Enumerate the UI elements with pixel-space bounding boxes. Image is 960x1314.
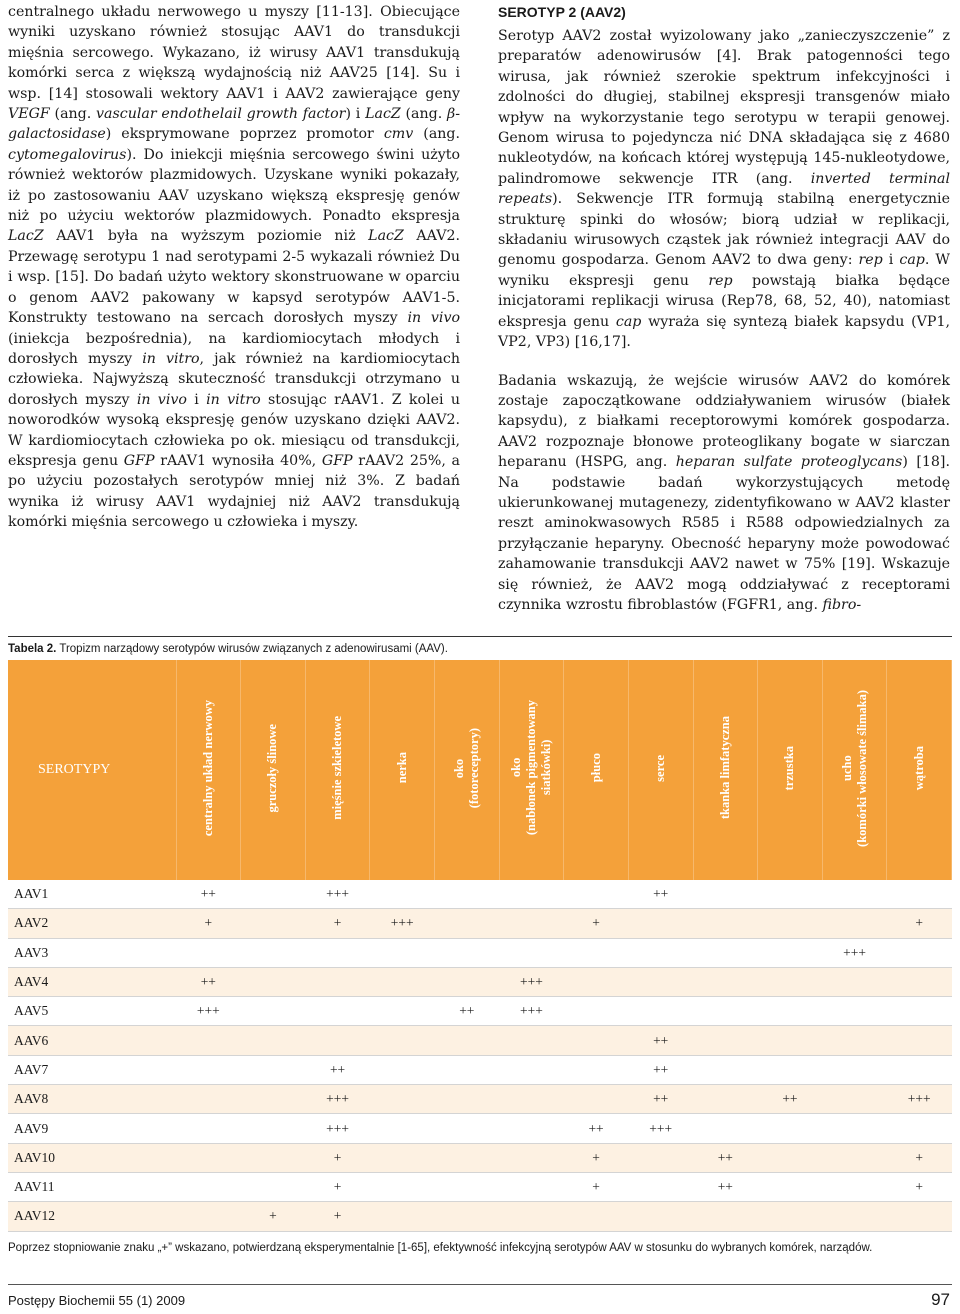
table-header-row <box>8 660 952 880</box>
tropism-cell: ++ <box>176 880 241 909</box>
italic-term: β-galactosidase <box>8 106 460 143</box>
tropism-cell: + <box>176 909 241 938</box>
tropism-cell <box>176 1055 241 1084</box>
tropism-cell <box>887 1026 952 1055</box>
table-row <box>8 997 952 1026</box>
header-column <box>887 660 952 880</box>
tropism-cell: +++ <box>822 938 887 967</box>
tropism-cell <box>887 880 952 909</box>
text-run: centralnego układu nerwowego u myszy [11-13]. Obiecujące wyniki uzyskano również stosując AAV1 do transdukcji mięśnia sercowego. Wykazano, iż wirusy AAV1 transdukują komórki serca z większą wydajnością niż AAV25 [14]. Su i wsp. [14] stosowali wektory AAV1 i AAV2 zawierające geny <box>8 4 460 102</box>
header-column-label: oko (fotoreceptory) <box>451 727 481 809</box>
tropism-cell: ++ <box>758 1085 823 1114</box>
text-run: ). Do iniekcji mięśnia sercowego świni użyto również wektorów plazmidowych. Uzyskane wyniki pokazały, iż po zastosowaniu AAV uzyskano większą ekspresję genów niż po użyciu wektorów plazmidowych. Ponadto ekspresja <box>8 146 460 225</box>
text-run: . W wyniku ekspresji genu <box>498 252 950 289</box>
italic-term: LacZ <box>8 228 44 245</box>
tropism-cell <box>693 880 758 909</box>
tropism-cell <box>887 1114 952 1143</box>
tropism-cell: +++ <box>499 967 564 996</box>
header-column <box>305 660 370 880</box>
tropism-cell <box>758 909 823 938</box>
tropism-cell <box>370 1055 435 1084</box>
text-run: AAV1 była na wyższym poziomie niż <box>43 228 369 245</box>
text-run: stosując rAAV1. Z kolei u noworodków wysoką ekspresję genów uzyskano dzięki AAV2. W kardiomiocytach człowieka po ok. miesiącu od transdukcji, ekspresja genu <box>8 391 460 469</box>
text-run: (ang. <box>49 106 97 123</box>
italic-term: in vivo <box>407 310 461 327</box>
tropism-cell: +++ <box>305 880 370 909</box>
text-run: ). Sekwencje ITR formują stabilną energetycznie strukturę spinki do włosów; biorą udział w replikacji, składaniu wirusowych cząstek jak również integracji AAV do genomu gospodarza. Genom AAV2 to dwa geny: <box>498 191 950 269</box>
tropism-cell <box>564 1085 629 1114</box>
italic-term: GFP <box>321 452 353 469</box>
header-column <box>176 660 241 880</box>
header-column <box>758 660 823 880</box>
right-paragraph-1 <box>498 26 950 353</box>
tropism-cell <box>499 1143 564 1172</box>
tropism-cell <box>370 1114 435 1143</box>
tropism-cell <box>241 909 306 938</box>
tropism-cell: + <box>305 1172 370 1201</box>
tropism-cell: ++ <box>564 1114 629 1143</box>
tropism-cell <box>176 1026 241 1055</box>
header-column <box>370 660 435 880</box>
italic-term: VEGF <box>8 106 50 123</box>
tropism-cell <box>693 938 758 967</box>
tropism-cell <box>499 938 564 967</box>
serotype-cell: AAV5 <box>8 997 176 1026</box>
italic-term: rep <box>708 272 733 289</box>
header-column <box>241 660 306 880</box>
tropism-cell <box>564 938 629 967</box>
serotype-cell: AAV1 <box>8 880 176 909</box>
tropism-cell <box>887 1055 952 1084</box>
tropism-cell <box>370 1085 435 1114</box>
tropism-cell <box>693 967 758 996</box>
tropism-cell <box>499 880 564 909</box>
tropism-cell <box>758 1114 823 1143</box>
footer-divider <box>8 1284 952 1285</box>
serotype-cell: AAV12 <box>8 1202 176 1231</box>
tropism-cell: + <box>305 1143 370 1172</box>
tropism-cell <box>435 1202 500 1231</box>
table-row <box>8 1114 952 1143</box>
tropism-cell <box>887 938 952 967</box>
serotype-cell: AAV9 <box>8 1114 176 1143</box>
tropism-cell: ++ <box>628 1085 693 1114</box>
header-column-label: wątroba <box>911 745 926 791</box>
header-column <box>564 660 629 880</box>
tropism-cell <box>887 1202 952 1231</box>
table-row <box>8 938 952 967</box>
table-body <box>8 880 952 1231</box>
serotype-cell: AAV10 <box>8 1143 176 1172</box>
serotype-cell: AAV2 <box>8 909 176 938</box>
tropism-cell: ++ <box>435 997 500 1026</box>
tropism-cell <box>435 1114 500 1143</box>
tropism-cell <box>241 1114 306 1143</box>
tropism-cell <box>822 1172 887 1201</box>
table-caption-text: Tropizm narządowy serotypów wirusów związanych z adenowirusami (AAV). <box>56 643 448 655</box>
tropism-cell <box>628 1202 693 1231</box>
text-run: , jak również na kardiomiocytach człowieka. Najwyższą skuteczność transdukcji otrzymano u dorosłych myszy <box>8 350 461 408</box>
tropism-cell <box>822 909 887 938</box>
serotype-cell: AAV8 <box>8 1085 176 1114</box>
tropism-cell: + <box>887 1172 952 1201</box>
table-row <box>8 1143 952 1172</box>
tropism-cell <box>435 1055 500 1084</box>
text-run: (iniekcja bezpośrednia), na kardiomiocytach młodych i dorosłych myszy <box>8 330 460 367</box>
tropism-cell <box>370 1026 435 1055</box>
tropism-cell <box>176 938 241 967</box>
tropism-cell: ++ <box>693 1172 758 1201</box>
header-column-label: ucho (komórki włosowate ślimaka) <box>839 689 869 847</box>
tropism-cell <box>758 1055 823 1084</box>
text-run: Badania wskazują, że wejście wirusów AAV2 do komórek zostaje zapoczątkowane oddziaływaniem wirusów (białek kapsydu), z białkami receptorowymi komórek gospodarza. AAV2 rozpoznaje błonowe proteoglikany bogate w siarczan heparanu (HSPG, ang. <box>498 372 950 471</box>
header-column <box>693 660 758 880</box>
tropism-cell <box>564 997 629 1026</box>
tropism-cell: +++ <box>305 1114 370 1143</box>
tropism-cell <box>435 967 500 996</box>
italic-term: in vivo <box>136 391 187 408</box>
section-heading: SEROTYP 2 (AAV2) <box>498 4 626 20</box>
header-column-label: nerka <box>394 752 409 784</box>
tropism-cell: + <box>564 1172 629 1201</box>
tropism-cell <box>822 1143 887 1172</box>
tropism-cell <box>758 1026 823 1055</box>
text-run: (ang. <box>413 126 461 143</box>
tropism-cell: ++ <box>176 967 241 996</box>
right-paragraph-2 <box>498 371 950 616</box>
italic-term: GFP <box>123 452 155 469</box>
footer-page-number: 97 <box>931 1290 950 1309</box>
tropism-cell <box>758 997 823 1026</box>
header-column-label: oko (nabłonek pigmentowany siatkówki) <box>508 700 553 836</box>
text-run: (ang. <box>400 106 447 123</box>
tropism-cell: + <box>564 909 629 938</box>
tropism-cell: + <box>564 1143 629 1172</box>
tropism-cell <box>822 880 887 909</box>
tropism-cell: ++ <box>628 1055 693 1084</box>
tropism-cell <box>822 1085 887 1114</box>
tropism-cell <box>758 880 823 909</box>
table-row <box>8 967 952 996</box>
text-run: i <box>186 391 207 408</box>
text-run: ) i <box>345 106 366 123</box>
tropism-cell <box>499 1055 564 1084</box>
tropism-cell <box>176 1143 241 1172</box>
left-paragraph-1 <box>8 2 460 533</box>
tropism-cell <box>435 938 500 967</box>
tropism-cell <box>693 909 758 938</box>
italic-term: cytomegalovirus <box>8 146 127 163</box>
tropism-cell <box>435 1143 500 1172</box>
table-row <box>8 1085 952 1114</box>
italic-term: fibro- <box>822 596 862 613</box>
italic-term: rep <box>858 252 883 269</box>
tropism-cell <box>822 1026 887 1055</box>
header-column <box>822 660 887 880</box>
tropism-cell <box>241 1085 306 1114</box>
table-row <box>8 880 952 909</box>
tropism-cell <box>176 1114 241 1143</box>
tropism-cell <box>435 1085 500 1114</box>
header-column <box>435 660 500 880</box>
italic-term: heparan sulfate proteoglycans <box>675 454 903 471</box>
tropism-cell: ++ <box>693 1143 758 1172</box>
tropism-cell: +++ <box>628 1114 693 1143</box>
tropism-cell <box>822 1114 887 1143</box>
tropism-cell <box>822 1055 887 1084</box>
tropism-cell: + <box>887 1143 952 1172</box>
italic-term: LacZ <box>365 106 401 123</box>
tropism-cell: ++ <box>628 1026 693 1055</box>
tropism-cell: ++ <box>628 880 693 909</box>
tropism-cell <box>241 938 306 967</box>
header-column-label: tkanka limfatyczna <box>717 716 732 820</box>
tropism-cell <box>499 909 564 938</box>
tropism-cell <box>370 1202 435 1231</box>
tropism-cell <box>241 997 306 1026</box>
tropism-cell <box>305 938 370 967</box>
text-run: rAAV2 25%, a po użyciu pozostałych serotypów mniej niż 3%. Z badań wynika iż wirusy AAV1 wydajniej niż AAV2 transdukują komórki mięśnia sercowego u człowieka i myszy. <box>8 452 461 531</box>
serotype-cell: AAV11 <box>8 1172 176 1201</box>
tropism-cell <box>758 1172 823 1201</box>
tropism-cell <box>887 997 952 1026</box>
tropism-cell <box>435 1172 500 1201</box>
tropism-cell <box>305 997 370 1026</box>
tropism-cell <box>499 1114 564 1143</box>
tropism-cell <box>693 997 758 1026</box>
tropism-cell <box>241 880 306 909</box>
header-column-label: płuco <box>588 753 603 783</box>
tropism-cell <box>693 1085 758 1114</box>
tropism-cell <box>241 1026 306 1055</box>
right-column <box>498 2 950 615</box>
tropism-cell <box>564 1202 629 1231</box>
italic-term: cap <box>899 252 925 269</box>
text-run: i <box>882 252 900 269</box>
header-column-label: mięśnie szkieletowe <box>330 716 345 820</box>
tropism-cell <box>370 967 435 996</box>
text-run: rAAV1 wynosiła 40%, <box>154 452 322 469</box>
tropism-cell <box>176 1085 241 1114</box>
tropism-cell <box>176 1172 241 1201</box>
tropism-cell <box>564 880 629 909</box>
tropism-cell: +++ <box>887 1085 952 1114</box>
tropism-cell <box>176 1202 241 1231</box>
text-run: AAV2. Przewagę serotypu 1 nad serotypami 2-5 wykazali również Du i wsp. [15]. Do badań użyto wektory skonstruowane w oparciu o genom AAV2 pakowany w kapsyd serotypów AAV1-5. Konstrukty testowano na sercach dorosłych myszy <box>8 228 460 327</box>
italic-term: cap <box>615 313 642 330</box>
table-note: Poprzez stopniowanie znaku „+” wskazano, potwierdzaną eksperymentalnie [1-65], efektywność infekcyjną serotypów AAV w stosunku do wybranych komórek, narządów. <box>8 1242 873 1254</box>
serotype-cell: AAV7 <box>8 1055 176 1084</box>
tropism-cell <box>435 1026 500 1055</box>
tropism-cell <box>305 1026 370 1055</box>
header-column-label: centralny układ nerwowy <box>200 699 215 837</box>
tropism-cell: + <box>305 909 370 938</box>
italic-term: in vitro <box>206 391 261 408</box>
tropism-cell: +++ <box>176 997 241 1026</box>
tropism-cell: +++ <box>499 997 564 1026</box>
header-column-label: trzustka <box>782 745 797 791</box>
tropism-cell <box>758 1143 823 1172</box>
italic-term: vascular endothelail growth factor <box>96 106 346 123</box>
table-caption <box>8 636 952 657</box>
tropism-cell <box>499 1202 564 1231</box>
header-serotypes: SEROTYPY <box>8 660 176 880</box>
tropism-cell <box>628 1143 693 1172</box>
table-row <box>8 1055 952 1084</box>
tropism-cell <box>628 967 693 996</box>
table-caption-label: Tabela 2. <box>8 643 57 655</box>
tropism-cell <box>628 1172 693 1201</box>
table-row <box>8 1026 952 1055</box>
header-column-label: serce <box>653 754 668 782</box>
tropism-cell <box>758 938 823 967</box>
tropism-cell <box>370 1172 435 1201</box>
italic-term: in vitro <box>142 350 200 367</box>
tropism-cell <box>241 967 306 996</box>
text-run: powstają białka będące inicjatorami replikacji wirusa (Rep78, 68, 52, 40), natomiast ekspresja genu <box>498 272 950 330</box>
tropism-cell: ++ <box>305 1055 370 1084</box>
table-row <box>8 1202 952 1231</box>
tropism-cell <box>822 997 887 1026</box>
table-row <box>8 909 952 938</box>
text-run: ) [18]. Na podstawie badań wykorzystujących metodę ukierunkowanej mutagenezy, zidentyfikowano w AAV2 klaster reszt aminokwasowych R585 i R588 odpowiedzialnych za przyłączanie heparyny. Obecność heparyny może powodować zahamowanie transdukcji AAV2 nawet w 75% [19]. Wskazuje się również, że AAV2 mogą oddziaływać z receptorami czynnika wzrostu fibroblastów (FGFR1, ang. <box>498 454 950 613</box>
tropism-cell <box>499 1026 564 1055</box>
header-column-label: gruczoły ślinowe <box>265 723 280 813</box>
tropism-cell: +++ <box>305 1085 370 1114</box>
text-run: ) eksprymowane poprzez promotor <box>105 126 384 143</box>
footer-journal: Postępy Biochemii 55 (1) 2009 <box>8 1293 186 1308</box>
header-column <box>628 660 693 880</box>
tropism-cell <box>693 1026 758 1055</box>
tropism-cell: + <box>241 1202 306 1231</box>
tropism-cell <box>822 1202 887 1231</box>
tropism-cell <box>628 938 693 967</box>
tropism-cell <box>758 1202 823 1231</box>
tropism-cell <box>564 1055 629 1084</box>
tropism-cell <box>564 1026 629 1055</box>
tropism-cell <box>370 938 435 967</box>
table-row <box>8 1172 952 1201</box>
text-run: Serotyp AAV2 został wyizolowany jako „zanieczyszczenie” z preparatów adenowirusów [4]. Brak patogenności tego wirusa, jak również szerokie spektrum infekcyjności i zdolności do długiej, stabilnej ekspresji transgenów miało wpływ na wykorzystanie tego serotypu w terapii genowej. Genom wirusa to pojedyncza nić DNA składająca się z 4680 nukleotydów, na końcach której występują 145-nukleotydowe, palindromowe sekwencje ITR (ang. <box>498 28 950 187</box>
tropism-cell: + <box>887 909 952 938</box>
tropism-cell <box>628 909 693 938</box>
tropism-cell: +++ <box>370 909 435 938</box>
tropism-cell <box>241 1143 306 1172</box>
serotype-cell: AAV3 <box>8 938 176 967</box>
tropism-cell: + <box>305 1202 370 1231</box>
tropism-cell <box>887 967 952 996</box>
tropism-cell <box>822 967 887 996</box>
left-column <box>8 2 460 533</box>
tropism-cell <box>305 967 370 996</box>
tropism-cell <box>241 1172 306 1201</box>
tropism-cell <box>564 967 629 996</box>
tropism-cell <box>370 880 435 909</box>
tropism-table <box>8 660 952 1232</box>
header-column <box>499 660 564 880</box>
italic-term: LacZ <box>368 228 404 245</box>
italic-term: cmv <box>383 126 414 143</box>
italic-term: inverted terminal repeats <box>498 170 951 208</box>
tropism-cell <box>758 967 823 996</box>
tropism-cell <box>628 997 693 1026</box>
tropism-cell <box>435 880 500 909</box>
tropism-cell <box>693 1114 758 1143</box>
serotype-cell: AAV4 <box>8 967 176 996</box>
tropism-cell <box>370 1143 435 1172</box>
tropism-cell <box>241 1055 306 1084</box>
tropism-cell <box>499 1085 564 1114</box>
tropism-cell <box>435 909 500 938</box>
tropism-cell <box>693 1055 758 1084</box>
tropism-cell <box>693 1202 758 1231</box>
tropism-cell <box>370 997 435 1026</box>
serotype-cell: AAV6 <box>8 1026 176 1055</box>
text-run: wyraża się syntezą białek kapsydu (VP1, VP2, VP3) [16,17]. <box>498 313 950 351</box>
tropism-cell <box>499 1172 564 1201</box>
